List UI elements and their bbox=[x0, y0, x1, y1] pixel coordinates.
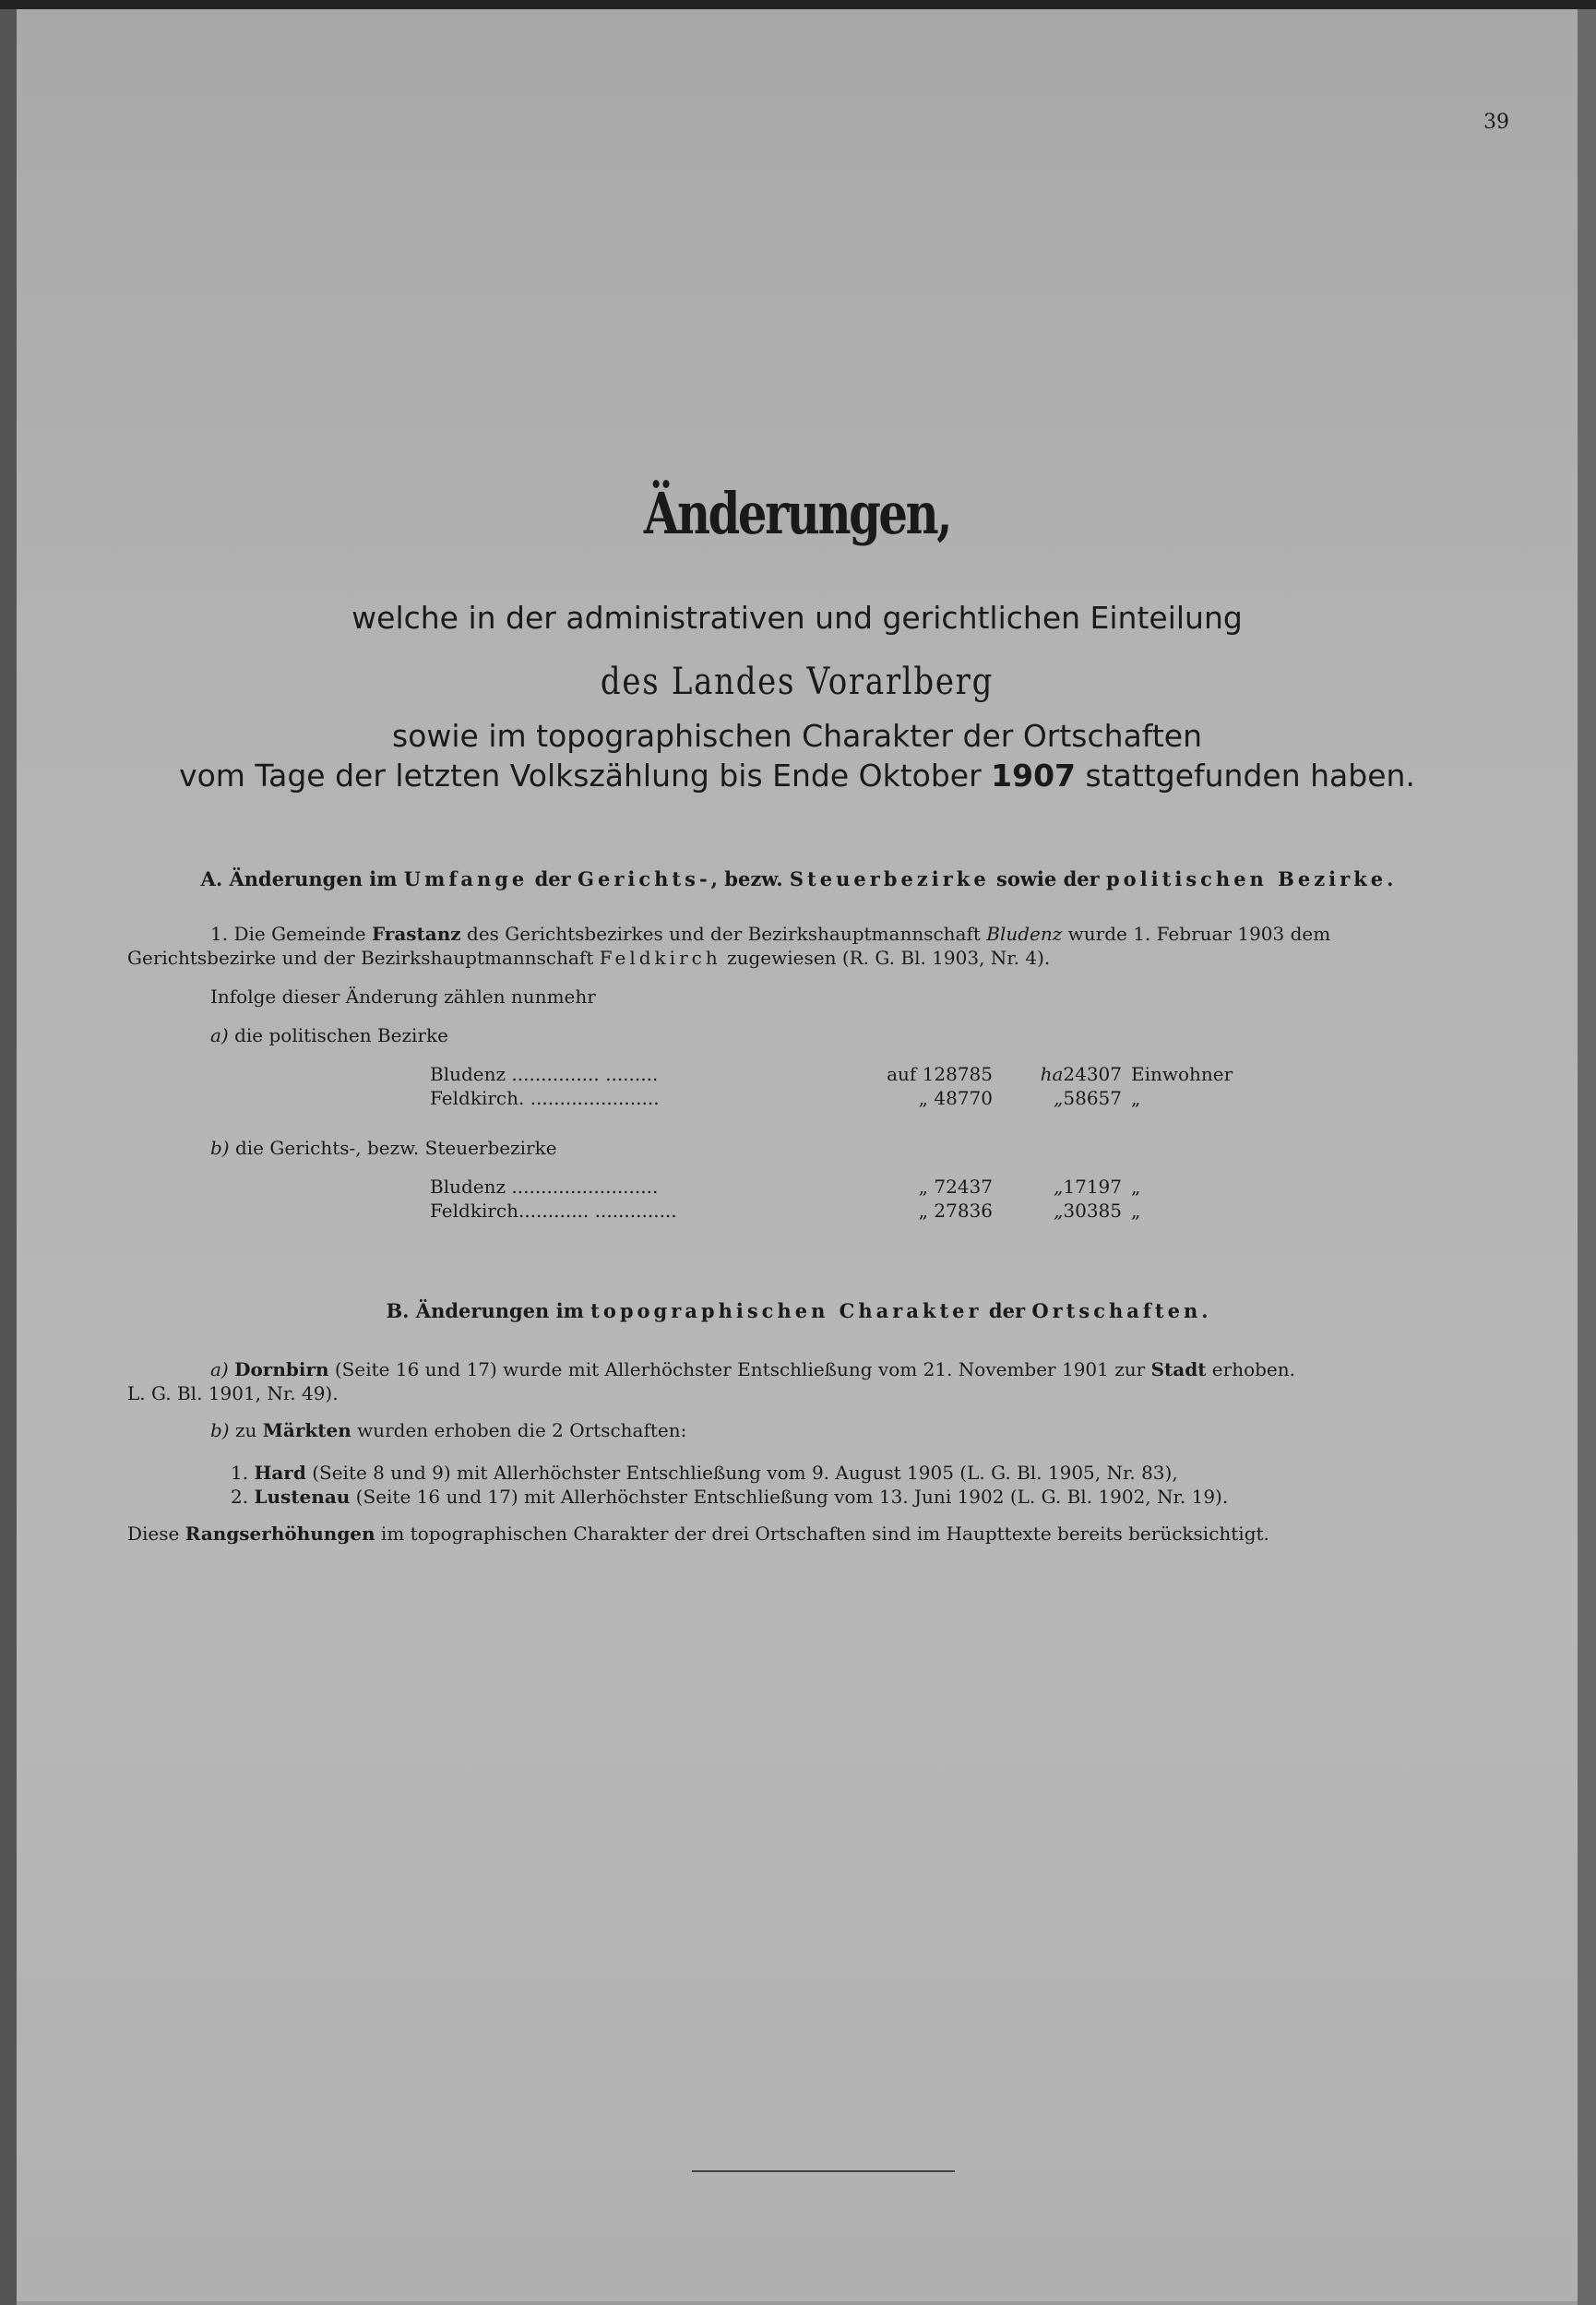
district-population: ha24307 bbox=[1040, 1063, 1122, 1085]
district-population: „58657 bbox=[1054, 1087, 1122, 1109]
item-b-a-line-1: a) Dornbirn (Seite 16 und 17) wurde mit Allerhöchster Entschließung vom 21. November 1901 zur Stadt erhoben. bbox=[210, 1358, 1296, 1380]
subtitle-year: 1907 bbox=[991, 758, 1077, 794]
infolge-line: Infolge dieser Änderung zählen nunmehr bbox=[210, 985, 596, 1008]
closing-line: Diese Rangserhöhungen im topographischen Charakter der drei Ortschaften sind im Haupttexte bereits berücksichtigt. bbox=[127, 1523, 1269, 1545]
page-number: 39 bbox=[1483, 111, 1509, 134]
page-title: Änderungen, bbox=[643, 480, 951, 547]
district-name: Bludenz ............... ......... bbox=[430, 1063, 659, 1085]
subtitle-line-3: sowie im topographischen Charakter der Ortschaften bbox=[392, 718, 1202, 754]
district-suffix: „ bbox=[1131, 1200, 1141, 1222]
item-b-b-line: b) zu Märkten wurden erhoben die 2 Ortschaften: bbox=[210, 1419, 687, 1441]
district-area: auf 128785 bbox=[887, 1063, 993, 1085]
scan-edge-right bbox=[1578, 9, 1596, 2305]
district-name: Bludenz ......................... bbox=[430, 1176, 659, 1198]
list-b-heading: b) die Gerichts-, bezw. Steuerbezirke bbox=[210, 1137, 557, 1159]
district-area: „ 72437 bbox=[918, 1176, 993, 1198]
section-b-heading: B. Änderungen im topographischen Charakter der Ortschaften. bbox=[386, 1299, 1209, 1322]
item-b-a-line-2: L. G. Bl. 1901, Nr. 49). bbox=[127, 1382, 339, 1404]
district-suffix: „ bbox=[1131, 1087, 1141, 1109]
bottom-rule bbox=[692, 2170, 955, 2172]
district-name: Feldkirch. ...................... bbox=[430, 1087, 660, 1109]
subtitle-line-4: vom Tage der letzten Volkszählung bis Ende Oktober 1907 stattgefunden haben. bbox=[179, 758, 1415, 794]
market-item-1: 1. Hard (Seite 8 und 9) mit Allerhöchster Entschließung vom 9. August 1905 (L. G. Bl. 1905, Nr. 83), bbox=[231, 1462, 1178, 1484]
district-population: „30385 bbox=[1054, 1200, 1122, 1222]
district-area: „ 27836 bbox=[918, 1200, 993, 1222]
scan-edge-top bbox=[0, 0, 1596, 9]
subtitle-line-2: des Landes Vorarlberg bbox=[600, 661, 995, 703]
subtitle-line-1: welche in der administrativen und gerichtlichen Einteilung bbox=[351, 600, 1243, 636]
district-population: „17197 bbox=[1054, 1176, 1122, 1198]
document-page bbox=[17, 9, 1578, 2301]
paragraph-1-line-2: Gerichtsbezirke und der Bezirkshauptmannschaft Feldkirch zugewiesen (R. G. Bl. 1903, Nr. 4). bbox=[127, 947, 1051, 969]
market-item-2: 2. Lustenau (Seite 16 und 17) mit Allerhöchster Entschließung vom 13. Juni 1902 (L. G. Bl. 1902, Nr. 19). bbox=[231, 1486, 1229, 1508]
district-area: „ 48770 bbox=[918, 1087, 993, 1109]
district-suffix: Einwohner bbox=[1131, 1063, 1233, 1085]
section-a-heading: A. Änderungen im Umfange der Gerichts-, bezw. Steuerbezirke sowie der politischen Bezirke. bbox=[200, 867, 1394, 890]
list-a-heading: a) die politischen Bezirke bbox=[210, 1024, 448, 1046]
district-name: Feldkirch............ .............. bbox=[430, 1200, 677, 1222]
paragraph-1-line-1: 1. Die Gemeinde Frastanz des Gerichtsbezirkes und der Bezirkshauptmannschaft Bludenz wurde 1. Februar 1903 dem bbox=[210, 923, 1331, 945]
district-suffix: „ bbox=[1131, 1176, 1141, 1198]
scan-edge-left bbox=[0, 9, 17, 2305]
